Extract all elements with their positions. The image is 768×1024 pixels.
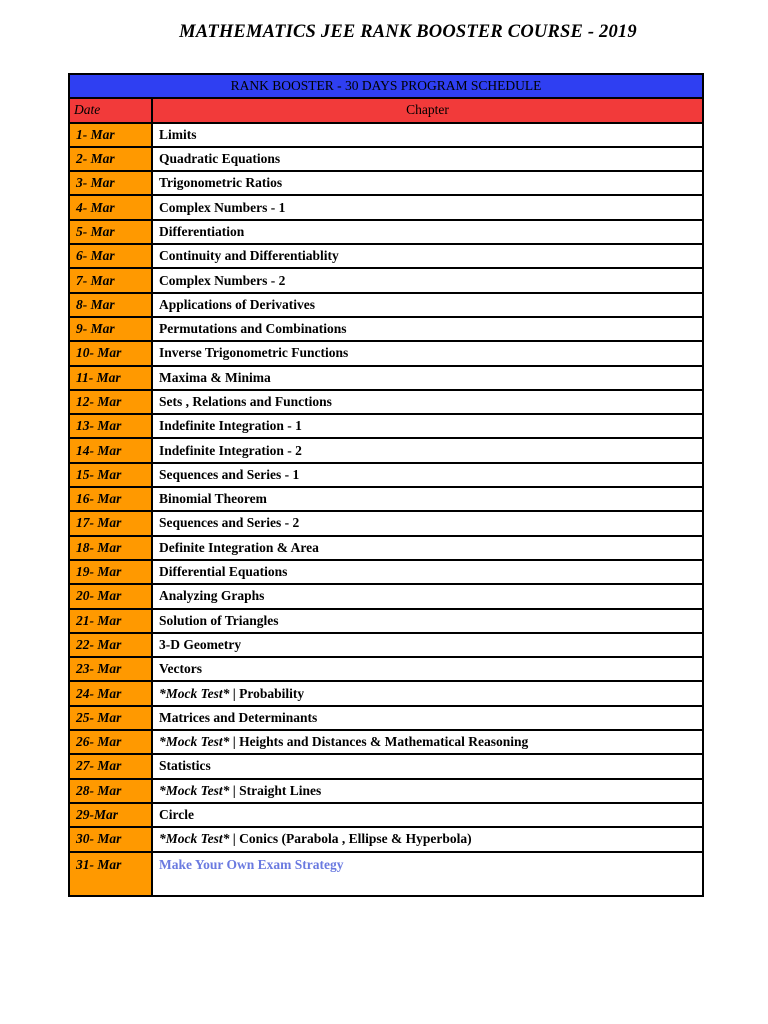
date-column-header: Date xyxy=(69,98,152,122)
table-row xyxy=(69,147,703,171)
table-row xyxy=(69,244,703,268)
chapter-cell xyxy=(152,487,703,511)
chapter-text: Matrices and Determinants xyxy=(159,709,318,725)
chapter-text: | Probability xyxy=(229,685,305,701)
chapter-text: Solution of Triangles xyxy=(159,612,279,628)
date-cell: 6- Mar xyxy=(69,244,152,268)
chapter-cell xyxy=(152,584,703,608)
chapter-text: Differentiation xyxy=(159,223,245,239)
table-row xyxy=(69,171,703,195)
date-cell: 24- Mar xyxy=(69,681,152,705)
table-row xyxy=(69,341,703,365)
chapter-cell xyxy=(152,681,703,705)
table-row xyxy=(69,390,703,414)
chapter-cell xyxy=(152,171,703,195)
chapter-cell xyxy=(152,706,703,730)
date-cell: 27- Mar xyxy=(69,754,152,778)
date-cell: 30- Mar xyxy=(69,827,152,851)
chapter-cell xyxy=(152,754,703,778)
table-row xyxy=(69,633,703,657)
date-cell: 7- Mar xyxy=(69,268,152,292)
page-title: MATHEMATICS JEE RANK BOOSTER COURSE - 2019 xyxy=(179,22,637,42)
chapter-text: Sequences and Series - 2 xyxy=(159,515,300,531)
table-row xyxy=(69,584,703,608)
chapter-text: Circle xyxy=(159,807,194,823)
date-cell: 3- Mar xyxy=(69,171,152,195)
chapter-cell xyxy=(152,779,703,803)
table-row xyxy=(69,463,703,487)
chapter-cell xyxy=(152,536,703,560)
chapter-cell xyxy=(152,195,703,219)
chapter-text: Limits xyxy=(159,126,197,142)
chapter-text: | Straight Lines xyxy=(229,782,322,798)
chapter-cell xyxy=(152,511,703,535)
chapter-text: Inverse Trigonometric Functions xyxy=(159,345,349,361)
table-row xyxy=(69,730,703,754)
chapter-text: Maxima & Minima xyxy=(159,369,271,385)
date-cell: 17- Mar xyxy=(69,511,152,535)
table-row xyxy=(69,438,703,462)
chapter-cell xyxy=(152,633,703,657)
chapter-text: Quadratic Equations xyxy=(159,151,281,167)
chapter-text: Indefinite Integration - 2 xyxy=(159,442,302,458)
chapter-text: Indefinite Integration - 1 xyxy=(159,418,302,434)
chapter-cell xyxy=(152,827,703,851)
chapter-cell xyxy=(152,123,703,147)
table-row xyxy=(69,754,703,778)
date-cell: 23- Mar xyxy=(69,657,152,681)
schedule-banner-row xyxy=(69,74,703,98)
header-row xyxy=(69,98,703,122)
chapter-cell xyxy=(152,463,703,487)
date-cell: 14- Mar xyxy=(69,438,152,462)
date-cell: 1- Mar xyxy=(69,123,152,147)
table-row xyxy=(69,511,703,535)
chapter-text: | Conics (Parabola , Ellipse & Hyperbola) xyxy=(229,831,472,847)
date-cell: 9- Mar xyxy=(69,317,152,341)
date-cell: 4- Mar xyxy=(69,195,152,219)
table-row xyxy=(69,536,703,560)
schedule-banner: RANK BOOSTER - 30 DAYS PROGRAM SCHEDULE xyxy=(69,74,703,98)
chapter-cell xyxy=(152,438,703,462)
chapter-cell xyxy=(152,366,703,390)
mock-test-label: *Mock Test* xyxy=(159,831,230,847)
table-row xyxy=(69,414,703,438)
date-cell: 22- Mar xyxy=(69,633,152,657)
date-cell: 19- Mar xyxy=(69,560,152,584)
table-row xyxy=(69,293,703,317)
table-row xyxy=(69,706,703,730)
chapter-text: | Heights and Distances & Mathematical Reasoning xyxy=(229,734,529,750)
chapter-text: Statistics xyxy=(159,758,211,774)
date-cell: 29-Mar xyxy=(69,803,152,827)
chapter-cell xyxy=(152,220,703,244)
chapter-text: Sequences and Series - 1 xyxy=(159,466,300,482)
table-row xyxy=(69,317,703,341)
table-row xyxy=(69,803,703,827)
table-row xyxy=(69,220,703,244)
chapter-column-header: Chapter xyxy=(152,98,703,122)
date-cell: 11- Mar xyxy=(69,366,152,390)
date-cell: 26- Mar xyxy=(69,730,152,754)
table-row xyxy=(69,560,703,584)
chapter-cell xyxy=(152,341,703,365)
chapter-text: Sets , Relations and Functions xyxy=(159,394,332,409)
date-cell: 13- Mar xyxy=(69,414,152,438)
table-row xyxy=(69,366,703,390)
chapter-cell xyxy=(152,293,703,317)
chapter-cell xyxy=(152,609,703,633)
date-cell: 20- Mar xyxy=(69,584,152,608)
date-cell: 28- Mar xyxy=(69,779,152,803)
table-row xyxy=(69,487,703,511)
chapter-text: Complex Numbers - 2 xyxy=(159,272,286,288)
table-row xyxy=(69,779,703,803)
mock-test-label: *Mock Test* xyxy=(159,782,230,798)
table-row xyxy=(69,852,703,896)
chapter-cell xyxy=(152,560,703,584)
chapter-cell xyxy=(152,414,703,438)
date-cell: 12- Mar xyxy=(69,390,152,414)
mock-test-label: *Mock Test* xyxy=(159,734,230,750)
chapter-text: Make Your Own Exam Strategy xyxy=(159,856,344,872)
chapter-text: Permutations and Combinations xyxy=(159,321,347,337)
mock-test-label: *Mock Test* xyxy=(159,685,230,701)
date-cell: 18- Mar xyxy=(69,536,152,560)
date-cell: 25- Mar xyxy=(69,706,152,730)
chapter-text: Analyzing Graphs xyxy=(159,588,265,604)
chapter-text: Binomial Theorem xyxy=(159,491,267,507)
chapter-text: 3-D Geometry xyxy=(159,636,242,652)
chapter-cell xyxy=(152,803,703,827)
chapter-cell xyxy=(152,730,703,754)
chapter-text: Applications of Derivatives xyxy=(159,296,315,312)
chapter-cell xyxy=(152,268,703,292)
date-cell: 2- Mar xyxy=(69,147,152,171)
chapter-text: Continuity and Differentiablity xyxy=(159,248,339,264)
chapter-cell xyxy=(152,657,703,681)
chapter-text: Vectors xyxy=(159,661,202,677)
schedule-table xyxy=(68,73,704,897)
table-row xyxy=(69,123,703,147)
date-cell: 15- Mar xyxy=(69,463,152,487)
chapter-cell xyxy=(152,390,703,414)
chapter-cell xyxy=(152,852,703,896)
chapter-cell xyxy=(152,317,703,341)
table-row xyxy=(69,827,703,851)
chapter-text: Complex Numbers - 1 xyxy=(159,199,286,215)
chapter-cell xyxy=(152,147,703,171)
date-cell: 16- Mar xyxy=(69,487,152,511)
chapter-text: Definite Integration & Area xyxy=(159,539,319,555)
date-cell: 21- Mar xyxy=(69,609,152,633)
table-row xyxy=(69,268,703,292)
table-row xyxy=(69,609,703,633)
date-cell: 8- Mar xyxy=(69,293,152,317)
date-cell: 10- Mar xyxy=(69,341,152,365)
date-cell: 5- Mar xyxy=(69,220,152,244)
date-cell: 31- Mar xyxy=(69,852,152,896)
table-row xyxy=(69,681,703,705)
chapter-text: Differential Equations xyxy=(159,564,288,580)
chapter-cell xyxy=(152,244,703,268)
chapter-text: Trigonometric Ratios xyxy=(159,175,283,191)
table-row xyxy=(69,657,703,681)
table-row xyxy=(69,195,703,219)
